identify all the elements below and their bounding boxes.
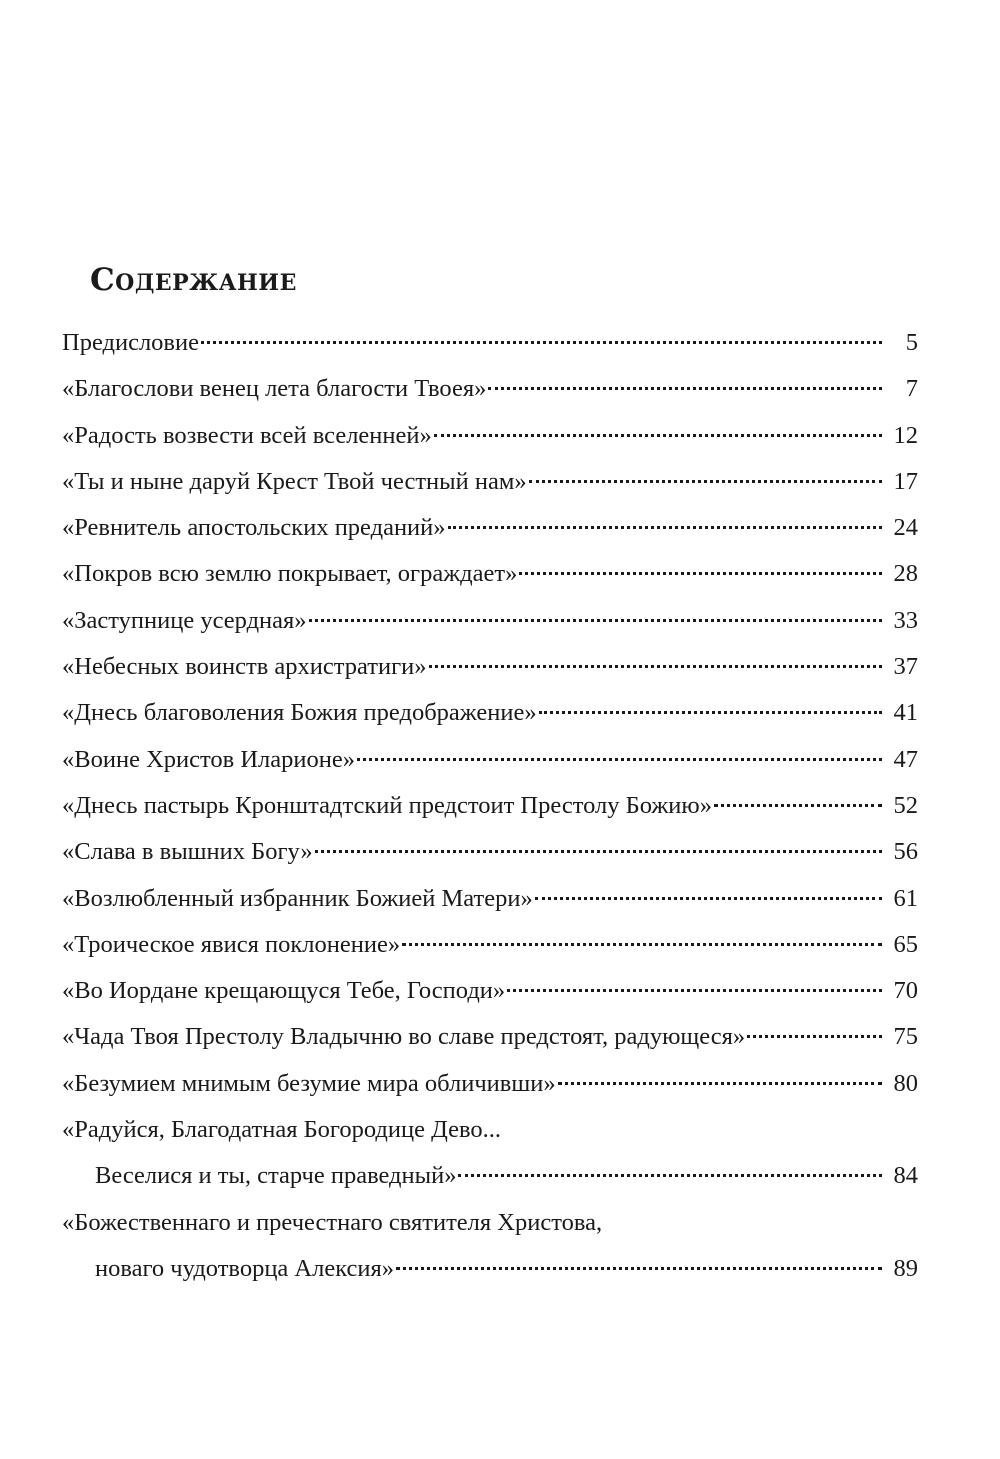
contents-entry — [62, 690, 918, 736]
entry-title: «Покров всю землю покрывает, ограждает» — [62, 560, 518, 588]
dot-leader — [747, 1035, 882, 1038]
entry-page-number: 12 — [893, 421, 918, 449]
contents-entry — [62, 551, 918, 597]
contents-entry — [62, 366, 918, 412]
contents-entry — [62, 968, 918, 1014]
entry-title: «Днесь пастырь Кронштадтский предстоит Престолу Божию» — [62, 791, 712, 819]
contents-entry — [62, 598, 918, 644]
entry-page-number: 47 — [893, 745, 918, 773]
entry-page-number: 37 — [893, 653, 918, 681]
contents-entry — [62, 1061, 918, 1107]
entry-page-number: 89 — [893, 1254, 918, 1282]
dot-leader — [429, 665, 883, 668]
contents-list — [62, 320, 918, 1292]
dot-leader — [315, 850, 882, 853]
contents-heading: Содержание — [90, 262, 297, 298]
contents-entry — [62, 505, 918, 551]
entry-page-number: 33 — [893, 606, 918, 634]
contents-entry — [62, 1014, 918, 1060]
dot-leader — [558, 1082, 882, 1085]
entry-page-number: 24 — [893, 514, 918, 542]
entry-page-number: 28 — [893, 560, 918, 588]
entry-title: «Заступнице усердная» — [62, 606, 307, 634]
dot-leader — [448, 526, 882, 529]
entry-page-number: 5 — [905, 329, 918, 356]
entry-page-number: 80 — [893, 1069, 918, 1097]
dot-leader — [357, 758, 882, 761]
contents-entry — [62, 737, 918, 783]
entry-title: «Ты и ныне даруй Крест Твой честный нам» — [62, 467, 527, 495]
entry-title: «Радость возвести всей вселенней» — [62, 421, 432, 449]
entry-page-number: 61 — [893, 884, 918, 912]
entry-title: «Слава в вышних Богу» — [62, 838, 313, 866]
contents-entry — [62, 644, 918, 690]
entry-title: «Троическое явися поклонение» — [62, 930, 401, 958]
dot-leader — [488, 387, 882, 390]
dot-leader — [201, 341, 882, 344]
entry-page-number: 17 — [893, 467, 918, 495]
dot-leader — [458, 1174, 882, 1177]
entry-page-number: 41 — [893, 699, 918, 727]
contents-entry — [62, 922, 918, 968]
dot-leader — [507, 989, 882, 992]
entry-page-number: 84 — [893, 1162, 918, 1190]
contents-entry — [62, 783, 918, 829]
dot-leader — [529, 480, 882, 483]
entry-page-number: 7 — [905, 375, 918, 403]
entry-title: «Чада Твоя Престолу Владычню во славе предстоят, радующеся» — [62, 1023, 746, 1051]
contents-entry — [62, 1153, 918, 1199]
entry-page-number: 75 — [893, 1023, 918, 1051]
entry-page-number: 70 — [893, 977, 918, 1005]
contents-entry — [62, 459, 918, 505]
dot-leader — [309, 619, 882, 622]
contents-entry — [62, 1200, 918, 1246]
contents-entry — [62, 1246, 918, 1292]
entry-page-number: 56 — [893, 838, 918, 866]
entry-title: новаго чудотворца Алексия» — [95, 1254, 395, 1282]
contents-entry — [62, 1107, 918, 1153]
entry-title: «Воине Христов Иларионе» — [62, 745, 355, 773]
dot-leader — [714, 804, 882, 807]
dot-leader — [539, 711, 882, 714]
entry-title: «Безумием мнимым безумие мира обличивши» — [62, 1069, 556, 1097]
dot-leader — [396, 1267, 882, 1270]
entry-title: «Благослови венец лета благости Твоея» — [62, 375, 487, 403]
entry-title: «Ревнитель апостольских преданий» — [62, 514, 446, 542]
contents-entry — [62, 829, 918, 875]
dot-leader — [519, 572, 882, 575]
contents-entry — [62, 413, 918, 459]
entry-page-number: 52 — [893, 791, 918, 819]
entry-title: Предисловие — [62, 329, 199, 356]
contents-entry — [62, 876, 918, 922]
entry-page-number: 65 — [893, 930, 918, 958]
contents-entry — [62, 320, 918, 366]
entry-title: «Божественнаго и пречестнаго святителя Христова, — [62, 1208, 603, 1236]
entry-title: «Днесь благоволения Божия предображение» — [62, 699, 537, 727]
entry-title: «Во Иордане крещающуся Тебе, Господи» — [62, 977, 506, 1005]
dot-leader — [434, 434, 882, 437]
entry-title: «Возлюбленный избранник Божией Матери» — [62, 884, 533, 912]
entry-title: «Радуйся, Благодатная Богородице Дево... — [62, 1116, 501, 1144]
entry-title: Веселися и ты, старче праведный» — [95, 1162, 457, 1190]
dot-leader — [402, 943, 882, 946]
dot-leader — [535, 897, 882, 900]
entry-title: «Небесных воинств архистратиги» — [62, 653, 427, 681]
